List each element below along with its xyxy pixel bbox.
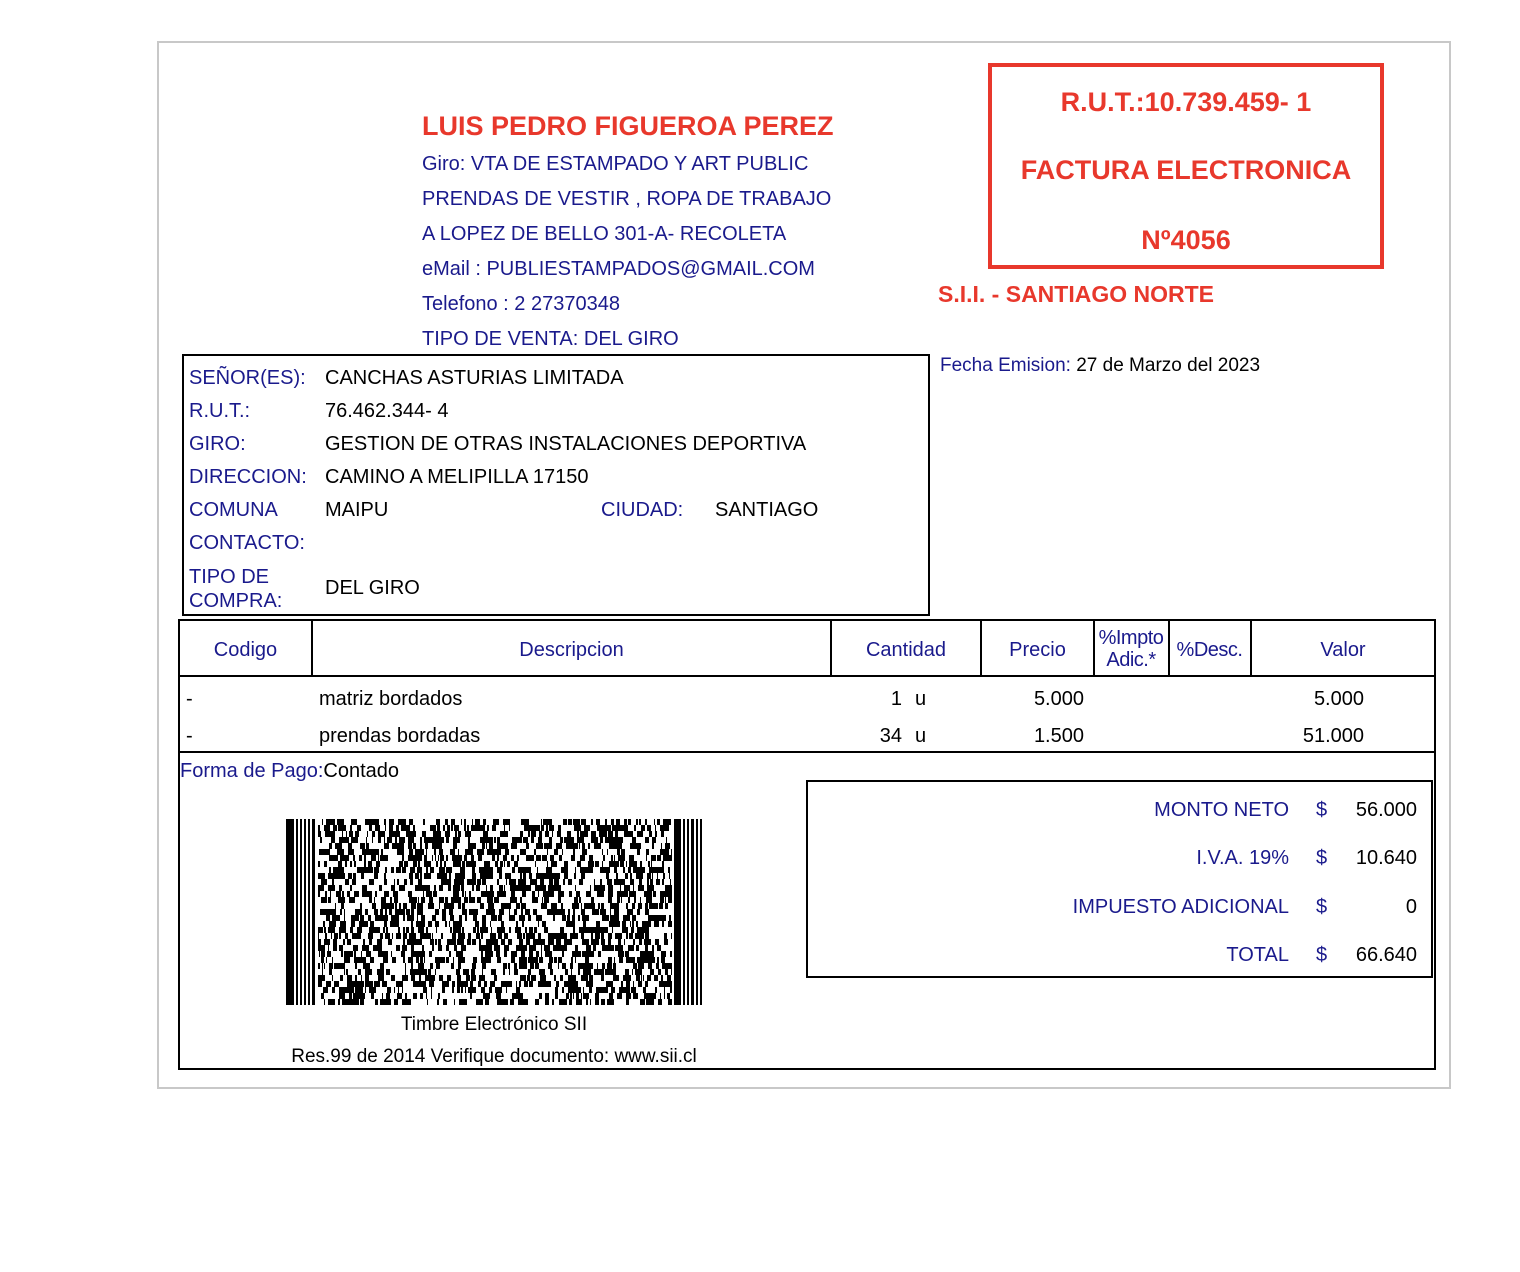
payment-label: Forma de Pago: xyxy=(180,760,324,782)
total-impuesto-value: 0 xyxy=(1405,896,1417,918)
row-precio: 5.000 xyxy=(1033,688,1084,710)
client-name-label: SEÑOR(ES): xyxy=(189,367,306,389)
stamp-doc-type: FACTURA ELECTRONICA xyxy=(1020,155,1352,185)
stamp-rut: R.U.T.:10.739.459- 1 xyxy=(1060,87,1312,117)
col-header-cantidad: Cantidad xyxy=(865,639,947,661)
timbre-caption: Timbre Electrónico SII xyxy=(400,1014,588,1035)
currency-symbol: $ xyxy=(1316,944,1328,966)
issue-date xyxy=(940,355,1260,377)
issuer-giro: Giro: VTA DE ESTAMPADO Y ART PUBLIC xyxy=(422,153,809,175)
col-header-descripcion: Descripcion xyxy=(519,639,624,661)
client-giro: GESTION DE OTRAS INSTALACIONES DEPORTIVA xyxy=(325,433,807,455)
row-precio: 1.500 xyxy=(1033,725,1084,747)
row-descripcion: prendas bordadas xyxy=(319,725,481,747)
document-stamp xyxy=(988,63,1384,269)
issuer-giro-detail: PRENDAS DE VESTIR , ROPA DE TRABAJO xyxy=(422,188,832,210)
total-iva-label: I.V.A. 19% xyxy=(1196,847,1289,869)
row-cantidad: 1 xyxy=(890,688,902,710)
total-impuesto-label: IMPUESTO ADICIONAL xyxy=(1072,896,1289,918)
row-valor: 5.000 xyxy=(1313,688,1364,710)
client-purchase-type: DEL GIRO xyxy=(325,577,420,599)
client-giro-label: GIRO: xyxy=(189,433,246,455)
issuer-email: eMail : PUBLIESTAMPADOS@GMAIL.COM xyxy=(422,258,815,280)
col-header-precio: Precio xyxy=(1009,639,1066,661)
sii-resolution: Res.99 de 2014 Verifique documento: www.sii.cl xyxy=(291,1046,697,1067)
totals-box xyxy=(806,780,1433,978)
client-comuna: MAIPU xyxy=(325,499,389,521)
client-comuna-label: COMUNA xyxy=(189,499,278,521)
client-address: CAMINO A MELIPILLA 17150 xyxy=(325,466,589,488)
col-header-impto: %Impto Adic.* xyxy=(1098,627,1164,671)
client-contact-label: CONTACTO: xyxy=(189,532,305,554)
issue-date-value: 27 de Marzo del 2023 xyxy=(1076,355,1261,376)
issue-date-label: Fecha Emision: xyxy=(940,355,1071,376)
col-header-desc: %Desc. xyxy=(1176,639,1243,661)
row-unidad: u xyxy=(915,688,927,710)
row-valor: 51.000 xyxy=(1302,725,1364,747)
client-box xyxy=(182,354,930,616)
payment-method xyxy=(180,760,399,783)
currency-symbol: $ xyxy=(1316,847,1328,869)
total-label: TOTAL xyxy=(1226,944,1289,966)
row-descripcion: matriz bordados xyxy=(319,688,463,710)
client-address-label: DIRECCION: xyxy=(189,466,307,488)
payment-value: Contado xyxy=(323,760,400,782)
row-codigo: - xyxy=(186,725,193,747)
currency-symbol: $ xyxy=(1316,799,1328,821)
issuer-address: A LOPEZ DE BELLO 301-A- RECOLETA xyxy=(422,223,787,245)
client-rut: 76.462.344- 4 xyxy=(325,400,449,422)
client-rut-label: R.U.T.: xyxy=(189,400,251,422)
issuer-name: LUIS PEDRO FIGUEROA PEREZ xyxy=(422,111,834,141)
col-header-valor: Valor xyxy=(1320,639,1366,661)
client-name: CANCHAS ASTURIAS LIMITADA xyxy=(325,367,624,389)
row-unidad: u xyxy=(915,725,927,747)
stamp-number: Nº4056 xyxy=(1141,225,1231,255)
client-city-label: CIUDAD: xyxy=(601,499,684,521)
total-neto-label: MONTO NETO xyxy=(1154,799,1289,821)
total-neto-value: 56.000 xyxy=(1355,799,1417,821)
col-header-codigo: Codigo xyxy=(213,639,278,661)
client-city: SANTIAGO xyxy=(715,499,819,521)
sii-office: S.I.I. - SANTIAGO NORTE xyxy=(938,281,1215,307)
currency-symbol: $ xyxy=(1316,896,1328,918)
total-iva-value: 10.640 xyxy=(1355,847,1417,869)
issuer-phone: Telefono : 2 27370348 xyxy=(422,293,620,315)
row-cantidad: 34 xyxy=(879,725,902,747)
client-purchase-type-label: TIPO DE COMPRA: xyxy=(189,566,283,612)
issuer-sale-type: TIPO DE VENTA: DEL GIRO xyxy=(422,328,679,350)
timbre-barcode xyxy=(286,819,702,1005)
total-value: 66.640 xyxy=(1355,944,1417,966)
row-codigo: - xyxy=(186,688,193,710)
